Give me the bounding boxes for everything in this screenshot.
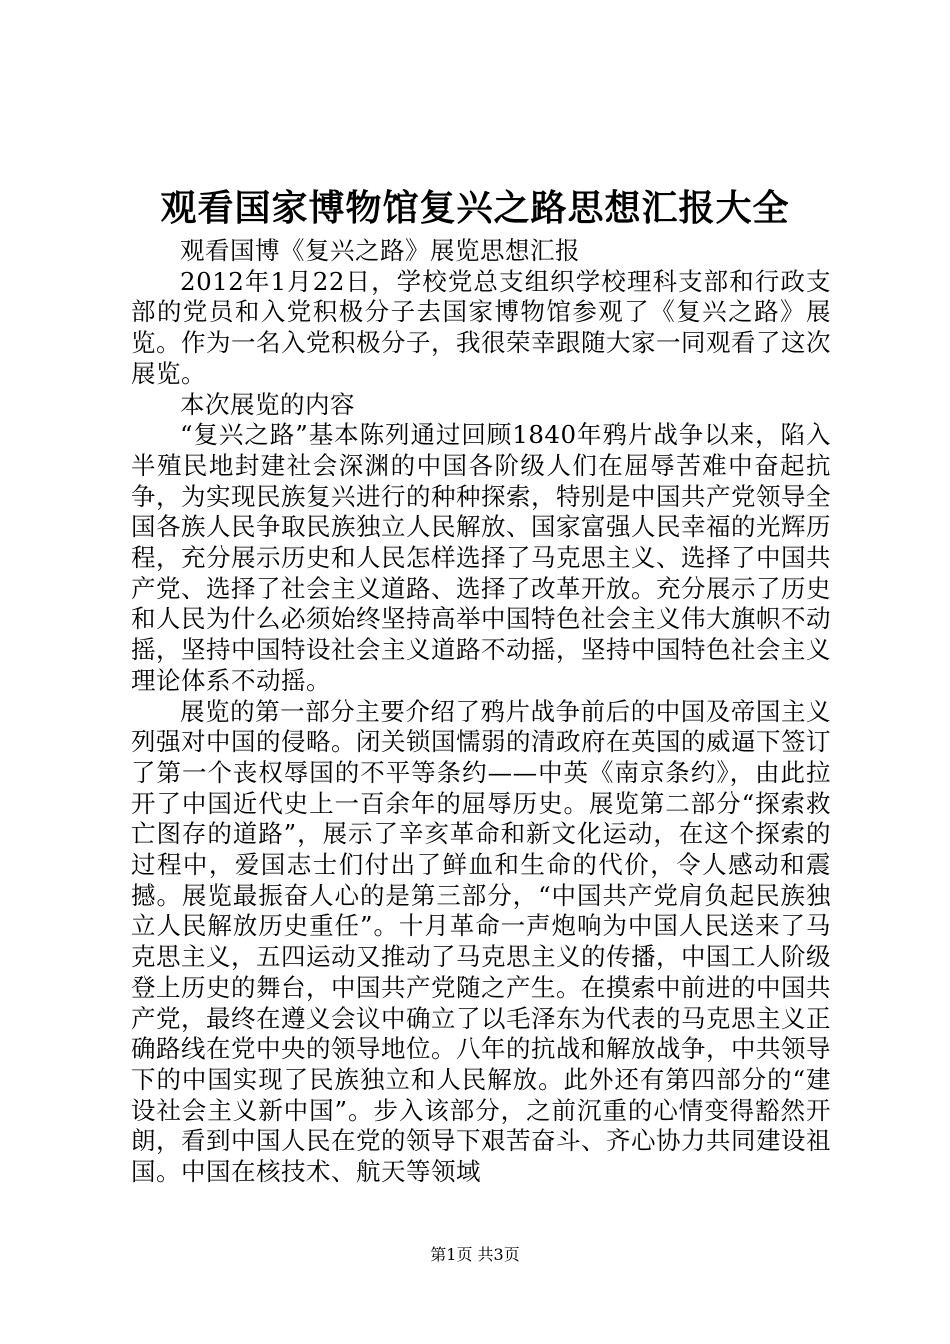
body-paragraph: “复兴之路”基本陈列通过回顾1840年鸦片战争以来，陷入半殖民地封建社会深渊的中国各阶级人们在屈辱苦难中奋起抗争，为实现民族复兴进行的种种探索，特别是中国共产党领导全国各族人民争取民族独立人民解放、国家富强人民幸福的光辉历程，充分展示历史和人民怎样选择了马克思主义、选择了中国共产党、选择了社会主义道路、选择了改革开放。充分展示了历史和人民为什么必须始终坚持高举中国特色社会主义伟大旗帜不动摇，坚持中国特设社会主义道路不动摇，坚持中国特色社会主义理论体系不动摇。 xyxy=(131,420,831,695)
body-paragraph: 展览的第一部分主要介绍了鸦片战争前后的中国及帝国主义列强对中国的侵略。闭关锁国懦弱的清政府在英国的威逼下签订了第一个丧权辱国的不平等条约——中英《南京条约》，由此拉开了中国近代史上一百余年的屈辱历史。展览第二部分“探索救亡图存的道路”，展示了辛亥革命和新文化运动，在这个探索的过程中，爱国志士们付出了鲜血和生命的代价，令人感动和震撼。展览最振奋人心的是第三部分，“中国共产党肩负起民族独立人民解放历史重任”。十月革命一声炮响为中国人民送来了马克思主义，五四运动又推动了马克思主义的传播，中国工人阶级登上历史的舞台，中国共产党随之产生。在摸索中前进的中国共产党，最终在遵义会议中确立了以毛泽东为代表的马克思主义正确路线在党中央的领导地位。八年的抗战和解放战争，中共领导下的中国实现了民族独立和人民解放。此外还有第四部分的“建设社会主义新中国”。步入该部分，之前沉重的心情变得豁然开朗，看到中国人民在党的领导下艰苦奋斗、齐心协力共同建设祖国。中国在核技术、航天等领域 xyxy=(131,696,831,1187)
document-title: 观看国家博物馆复兴之路思想汇报大全 xyxy=(160,187,790,229)
document-body xyxy=(131,236,831,1188)
body-paragraph: 本次展览的内容 xyxy=(180,389,355,419)
page-footer: 第1页 共3页 xyxy=(430,1245,520,1264)
body-paragraph: 2012年1月22日，学校党总支组织学校理科支部和行政支部的党员和入党积极分子去国家博物馆参观了《复兴之路》展览。作为一名入党积极分子，我很荣幸跟随大家一同观看了这次展览。 xyxy=(131,266,831,388)
body-paragraph: 观看国博《复兴之路》展览思想汇报 xyxy=(180,236,580,265)
